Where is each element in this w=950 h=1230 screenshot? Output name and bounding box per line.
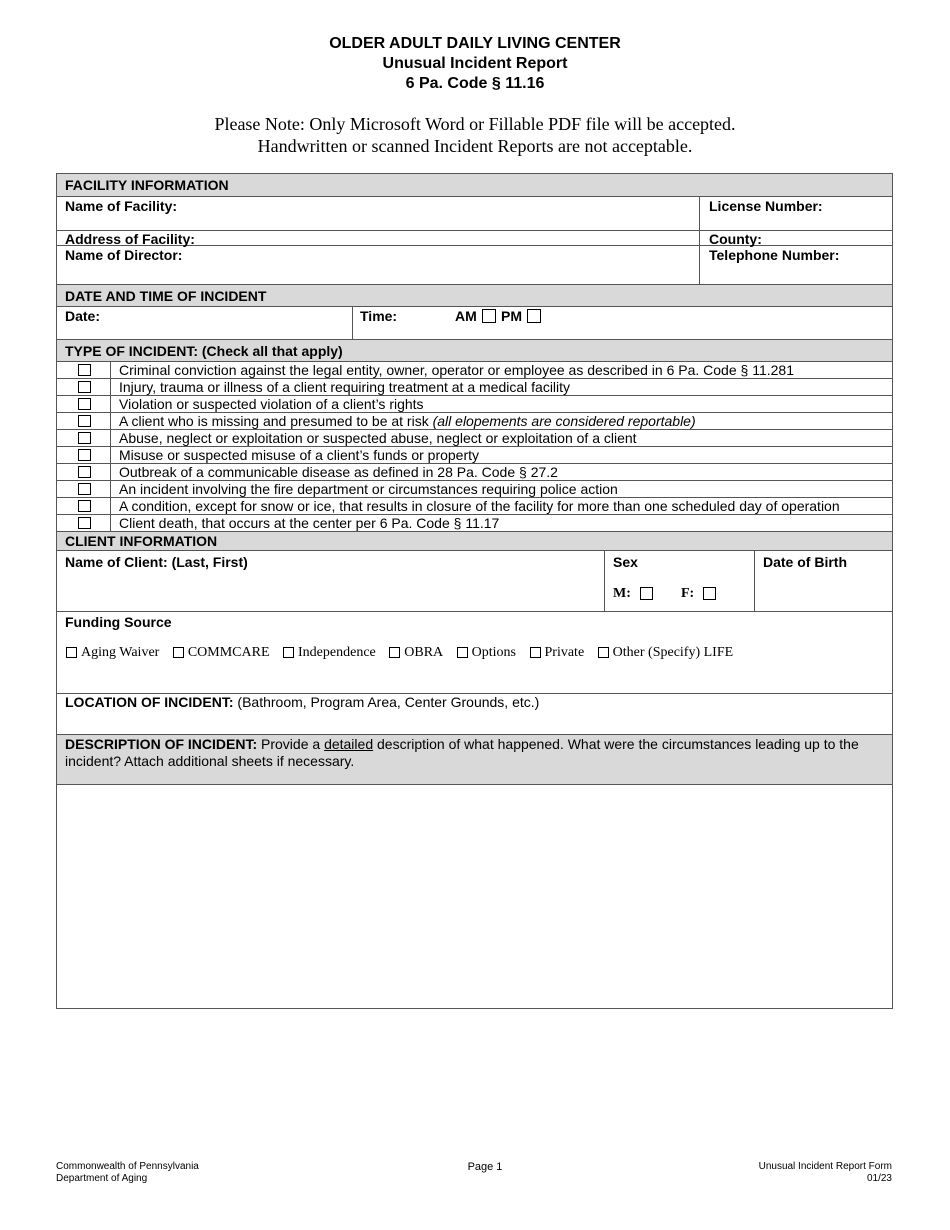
description-label	[65, 736, 880, 770]
male-checkbox[interactable]	[640, 587, 653, 600]
incident-type-checkbox[interactable]	[78, 398, 91, 410]
datetime-section-header	[57, 285, 892, 307]
incident-type-checkbox[interactable]	[78, 415, 91, 427]
incident-type-checkbox[interactable]	[78, 500, 91, 512]
location-label-bold: LOCATION OF INCIDENT:	[65, 694, 234, 710]
funding-checkbox[interactable]	[283, 647, 294, 658]
client-section-title: CLIENT INFORMATION	[65, 533, 218, 549]
director-name-label: Name of Director:	[65, 247, 183, 263]
funding-checkbox[interactable]	[530, 647, 541, 658]
incident-type-text: Abuse, neglect or exploitation or suspected abuse, neglect or exploitation of a client	[119, 430, 637, 446]
datetime-divider	[352, 307, 353, 340]
facility-section-title: FACILITY INFORMATION	[65, 177, 229, 193]
facility-address-label: Address of Facility:	[65, 231, 195, 247]
incident-type-text-main: A client who is missing and presumed to be at risk	[119, 413, 433, 429]
director-row[interactable]	[57, 246, 892, 285]
incident-type-checkbox[interactable]	[78, 517, 91, 529]
female-label: F:	[681, 586, 695, 601]
incident-type-item[interactable]	[57, 362, 892, 379]
client-divider-1	[604, 551, 605, 612]
incident-type-checkbox[interactable]	[78, 483, 91, 495]
funding-options	[66, 645, 743, 661]
male-label: M:	[613, 586, 631, 601]
facility-divider	[699, 197, 700, 285]
facility-address-row[interactable]	[57, 231, 892, 246]
location-label-hint: (Bathroom, Program Area, Center Grounds, etc.)	[233, 694, 540, 710]
facility-section-header	[57, 174, 892, 197]
funding-option-label: Aging Waiver	[81, 645, 160, 660]
description-label-bold: DESCRIPTION OF INCIDENT:	[65, 736, 258, 752]
incident-type-item[interactable]	[57, 430, 892, 447]
pm-label: PM	[501, 308, 522, 324]
funding-checkbox[interactable]	[598, 647, 609, 658]
description-text-before: Provide a	[257, 736, 325, 752]
funding-option-label: OBRA	[404, 645, 444, 660]
client-row	[57, 551, 892, 612]
incident-type-text: Client death, that occurs at the center per 6 Pa. Code § 11.17	[119, 515, 500, 531]
date-label: Date:	[65, 308, 101, 324]
form-title: OLDER ADULT DAILY LIVING CENTER	[329, 35, 621, 52]
note-line-1: Please Note: Only Microsoft Word or Fillable PDF file will be accepted.	[214, 114, 736, 134]
incident-type-checkbox[interactable]	[78, 449, 91, 461]
incident-type-text: Criminal conviction against the legal entity, owner, operator or employee as described in 6 Pa. Code § 11.281	[119, 362, 794, 378]
incident-type-divider	[110, 362, 111, 532]
incident-type-text: An incident involving the fire department or circumstances requiring police action	[119, 481, 618, 497]
funding-checkbox[interactable]	[389, 647, 400, 658]
incident-type-checkbox[interactable]	[78, 381, 91, 393]
funding-option-label: Options	[471, 645, 516, 660]
datetime-row	[57, 307, 892, 340]
time-label: Time:	[360, 308, 398, 324]
incident-type-item[interactable]	[57, 515, 892, 532]
description-field[interactable]	[57, 785, 892, 1008]
footer-form-name: Unusual Incident Report Form	[758, 1161, 892, 1172]
date-of-birth-label: Date of Birth	[763, 554, 847, 570]
telephone-number-label: Telephone Number:	[709, 247, 840, 263]
client-divider-2	[754, 551, 755, 612]
footer-department: Department of Aging	[56, 1173, 148, 1184]
footer-page-number: Page 1	[467, 1161, 503, 1173]
funding-option-label: COMMCARE	[187, 645, 270, 660]
funding-option-other[interactable]	[598, 645, 734, 660]
am-label: AM	[455, 308, 477, 324]
footer-agency: Commonwealth of Pennsylvania	[56, 1161, 199, 1172]
client-section-header	[57, 532, 892, 551]
location-row[interactable]	[57, 694, 892, 735]
funding-option-label: Independence	[298, 645, 376, 660]
incident-type-text: Violation or suspected violation of a client’s rights	[119, 396, 424, 412]
form-subtitle: Unusual Incident Report	[382, 55, 568, 72]
description-text-after: description of what happened. What were the circumstances leading up to the incident? Attach additional sheets if necessary.	[65, 736, 859, 769]
incident-type-text: Injury, trauma or illness of a client requiring treatment at a medical facility	[119, 379, 571, 395]
incident-type-text	[119, 413, 696, 429]
funding-option-obra[interactable]	[389, 645, 443, 660]
funding-option-private[interactable]	[530, 645, 585, 660]
funding-checkbox[interactable]	[66, 647, 77, 658]
incident-type-checkbox[interactable]	[78, 432, 91, 444]
footer-form-date: 01/23	[866, 1173, 892, 1184]
incident-type-section-header	[57, 340, 892, 362]
client-name-label: Name of Client: (Last, First)	[65, 554, 248, 570]
form-code: 6 Pa. Code § 11.16	[405, 75, 545, 92]
incident-type-item[interactable]	[57, 498, 892, 515]
incident-type-item[interactable]	[57, 379, 892, 396]
incident-type-text-note: (all elopements are considered reportable)	[432, 413, 696, 429]
am-checkbox[interactable]	[482, 309, 496, 323]
funding-option-label: Private	[544, 645, 585, 660]
incident-type-text: Outbreak of a communicable disease as defined in 28 Pa. Code § 27.2	[119, 464, 558, 480]
description-section-header	[57, 735, 892, 785]
funding-row	[57, 612, 892, 694]
incident-type-checkbox[interactable]	[78, 466, 91, 478]
incident-type-item[interactable]	[57, 481, 892, 498]
funding-option-options[interactable]	[457, 645, 516, 660]
facility-name-label: Name of Facility:	[65, 198, 178, 214]
location-label	[65, 694, 539, 710]
funding-option-independence[interactable]	[283, 645, 376, 660]
incident-type-text: A condition, except for snow or ice, that results in closure of the facility for more than one scheduled day of operation	[119, 498, 840, 514]
incident-type-section-title: TYPE OF INCIDENT: (Check all that apply)	[65, 343, 343, 359]
datetime-section-title: DATE AND TIME OF INCIDENT	[65, 288, 267, 304]
funding-source-label: Funding Source	[65, 614, 172, 630]
incident-form	[56, 173, 893, 1009]
facility-name-row[interactable]	[57, 197, 892, 231]
note-line-2: Handwritten or scanned Incident Reports are not acceptable.	[257, 136, 693, 156]
incident-type-item[interactable]	[57, 464, 892, 481]
footer-right	[759, 1161, 892, 1185]
description-text-underline: detailed	[324, 736, 374, 752]
funding-option-commcare[interactable]	[173, 645, 270, 660]
incident-type-item[interactable]	[57, 447, 892, 464]
funding-option-aging-waiver[interactable]	[66, 645, 159, 660]
sex-label: Sex	[613, 554, 638, 570]
funding-option-label: Other (Specify) LIFE	[612, 645, 734, 660]
county-label: County:	[709, 231, 762, 247]
female-checkbox[interactable]	[703, 587, 716, 600]
incident-type-checkbox[interactable]	[78, 364, 91, 376]
incident-type-text: Misuse or suspected misuse of a client’s funds or property	[119, 447, 480, 463]
license-number-label: License Number:	[709, 198, 823, 214]
incident-type-item[interactable]	[57, 413, 892, 430]
pm-checkbox[interactable]	[527, 309, 541, 323]
funding-checkbox[interactable]	[457, 647, 468, 658]
funding-checkbox[interactable]	[173, 647, 184, 658]
incident-type-item[interactable]	[57, 396, 892, 413]
